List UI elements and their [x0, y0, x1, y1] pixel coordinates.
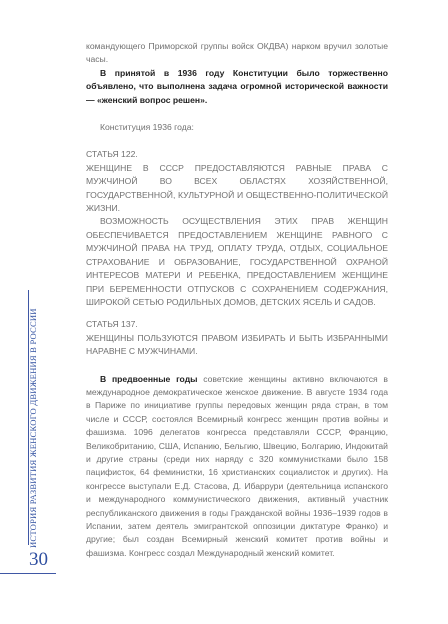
paragraph-constitution-intro: В принятой в 1936 году Конституции было торжественно объявлено, что выполнена задача огромной исторической важности — «женский вопрос решен».	[86, 67, 388, 105]
paragraph-prewar-text: советские женщины активно включаются в международное демократическое женское движение. В августе 1934 года в Париже по инициативе группы передовых женщин ряда стран, в том числе и СССР, состоялся Всемирный конгресс женщин против войны и фашизма. 1096 делегатов конгресса представляли СССР, Францию, Великобританию, США, Испанию, Бельгию, Швецию, Болгарию, Индокитай и другие страны (среди них наряду с 320 коммунистками было 158 пацифисток, 64 феминистки, 16 христианских социалисток и других). На конгрессе выступали Е.Д. Стасова, Д. Ибаррури (деятельница испанского и международного коммунистического движения, активный участник республиканского движения в годы Гражданской войны 1936–1939 годов в Испании, затем деятель эмигрантской оппозиции диктатуре Франко) и другие; был создан Всемирный женский комитет против войны и фашизма. Конгресс создал Международный женский комитет.	[86, 373, 388, 558]
paragraph-prewar	[86, 373, 388, 561]
bottom-rule	[0, 573, 56, 574]
paragraph-prewar-lead: В предвоенные годы	[100, 373, 198, 384]
article-137-title: СТАТЬЯ 137.	[86, 319, 138, 330]
article-122-paragraph-1: ЖЕНЩИНЕ В СССР ПРЕДОСТАВЛЯЮТСЯ РАВНЫЕ ПРАВА С МУЖЧИНОЙ ВО ВСЕХ ОБЛАСТЯХ ХОЗЯЙСТВЕННОЙ, ГОСУДАРСТВЕННОЙ, КУЛЬТУРНОЙ И ОБЩЕСТВЕННО-ПОЛИТИЧЕСКОЙ ЖИЗНИ.	[86, 162, 388, 214]
article-122-title: СТАТЬЯ 122.	[86, 149, 138, 160]
body-text	[86, 40, 388, 560]
article-122-paragraph-2: ВОЗМОЖНОСТЬ ОСУЩЕСТВЛЕНИЯ ЭТИХ ПРАВ ЖЕНЩИН ОБЕСПЕЧИВАЕТСЯ ПРЕДОСТАВЛЕНИЕМ ЖЕНЩИНЕ РАВНОГО С МУЖЧИНОЙ ПРАВА НА ТРУД, ОПЛАТУ ТРУДА, ОТДЫХ, СОЦИАЛЬНОЕ СТРАХОВАНИЕ И ОБРАЗОВАНИЕ, ГОСУДАРСТВЕННОЙ ОХРАНОЙ ИНТЕРЕСОВ МАТЕРИ И РЕБЕНКА, ПРЕДОСТАВЛЕНИЕМ ЖЕНЩИНЕ ПРИ БЕРЕМЕННОСТИ ОТПУСКОВ С СОХРАНЕНИЕМ СОДЕРЖАНИЯ, ШИРОКОЙ СЕТЬЮ РОДИЛЬНЫХ ДОМОВ, ДЕТСКИХ ЯСЕЛЬ И САДОВ.	[86, 216, 388, 307]
running-title: ИСТОРИЯ РАЗВИТИЯ ЖЕНСКОГО ДВИЖЕНИЯ В РОССИИ	[28, 308, 38, 548]
constitution-heading: Конституция 1936 года:	[100, 122, 194, 133]
page-number: 30	[29, 549, 48, 570]
article-137-paragraph: ЖЕНЩИНЫ ПОЛЬЗУЮТСЯ ПРАВОМ ИЗБИРАТЬ И БЫТЬ ИЗБРАННЫМИ НАРАВНЕ С МУЖЧИНАМИ.	[86, 332, 388, 357]
paragraph-continuation: командующего Приморской группы войск ОКДВА) нарком вручил золотые часы.	[86, 41, 388, 65]
